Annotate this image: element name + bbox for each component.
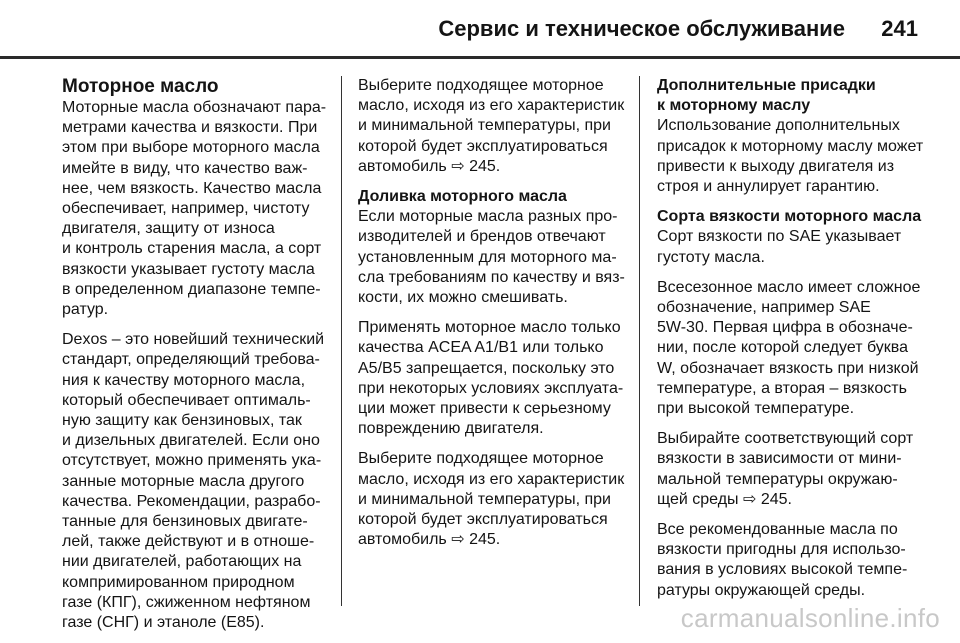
column-1 <box>62 76 332 643</box>
text-line: W, обозначает вязкость при низкой <box>657 359 919 377</box>
text-line: щей среды ⇨ 245. <box>657 490 792 508</box>
column-2 <box>358 76 628 560</box>
text-line: двигателя, защиту от износа <box>62 220 275 238</box>
text-line: масло, исходя из его характеристик <box>358 97 625 115</box>
text-line: привести к выходу двигателя из <box>657 157 895 175</box>
text-line: и минимальной температуры, при <box>358 117 611 135</box>
text-line: изводителей и брендов отвечают <box>358 228 606 246</box>
text-line: Выберите подходящее моторное <box>358 450 604 468</box>
text-line: нее, чем вязкость. Качество масла <box>62 179 322 197</box>
page-title: Сервис и техническое обслуживание <box>438 16 845 41</box>
text-line: автомобиль ⇨ 245. <box>358 157 501 175</box>
text-line: и минимальной температуры, при <box>358 490 611 508</box>
text-line: ратур. <box>62 301 109 319</box>
text-line: занные моторные масла другого <box>62 472 305 490</box>
text-line: обеспечивает, например, чистоту <box>62 200 310 218</box>
paragraph <box>657 520 927 601</box>
paragraph <box>657 278 927 419</box>
section-heading-motor-oil: Моторное масло <box>62 76 219 97</box>
column-divider-1 <box>341 76 342 606</box>
text-line: нии двигателей, работающих на <box>62 553 302 571</box>
text-line: к моторному маслу <box>657 97 811 115</box>
text-line: автомобиль ⇨ 245. <box>358 531 501 549</box>
text-line: установленным для моторного ма- <box>358 248 617 266</box>
paragraph <box>358 76 628 177</box>
text-line: Дополнительные присадки <box>657 77 876 94</box>
section-heading-topping-up: Доливка моторного масла <box>358 188 567 206</box>
text-line: танные для бензиновых двигате- <box>62 513 308 531</box>
text-line: обозначение, например SAE <box>657 299 871 317</box>
text-line: ную защиту как бензиновых, так <box>62 412 302 430</box>
text-line: вязкости пригодны для использо- <box>657 541 906 559</box>
paragraph <box>62 98 332 320</box>
paragraph <box>358 318 628 439</box>
text-line: которой будет эксплуатироваться <box>358 137 608 155</box>
text-line: газе (КПГ), сжиженном нефтяном <box>62 593 311 611</box>
watermark: carmanualsonline.info <box>680 603 940 633</box>
text-line: A5/B5 запрещается, поскольку это <box>358 359 615 377</box>
text-line: этом при выборе моторного масла <box>62 139 320 157</box>
text-line: ратуры окружающей среды. <box>657 581 866 599</box>
text-line: в определенном диапазоне темпе- <box>62 280 321 298</box>
text-line: 5W-30. Первая цифра в обозначе- <box>657 319 913 337</box>
column-divider-2 <box>639 76 640 606</box>
text-line: качества. Рекомендации, разрабо- <box>62 492 321 510</box>
header-divider <box>0 56 960 59</box>
text-line: Выбирайте соответствующий сорт <box>657 430 914 448</box>
paragraph <box>358 207 628 308</box>
text-line: стандарт, определяющий требова- <box>62 351 320 369</box>
text-line: присадок к моторному маслу может <box>657 137 924 155</box>
text-line: имейте в виду, что качество важ- <box>62 159 308 177</box>
text-line: мальной температуры окружаю- <box>657 470 898 488</box>
text-line: повреждению двигателя. <box>358 420 544 438</box>
page-header <box>0 0 960 56</box>
page-number: 241 <box>881 16 918 41</box>
text-line: нии, после которой следует буква <box>657 339 909 357</box>
section-heading-additives <box>657 76 927 116</box>
text-line: масло, исходя из его характеристик <box>358 470 625 488</box>
text-line: Использование дополнительных <box>657 117 900 135</box>
text-line: температуре, а вторая – вязкость <box>657 379 907 397</box>
text-line: компримированном природном <box>62 573 295 591</box>
text-line: Моторные масла обозначают пара- <box>62 99 327 116</box>
text-line: отсутствует, можно применять ука- <box>62 452 322 470</box>
text-line: при высокой температуре. <box>657 400 855 418</box>
text-line: вания в условиях высокой темпе- <box>657 561 908 579</box>
text-line: кости, их можно смешивать. <box>358 289 568 307</box>
text-line: вязкости указывает густоту масла <box>62 260 315 278</box>
text-line: Сорт вязкости по SAE указывает <box>657 228 902 246</box>
text-line: и контроль старения масла, а сорт <box>62 240 322 258</box>
text-line: газе (СНГ) и этаноле (E85). <box>62 614 265 632</box>
text-line: Выберите подходящее моторное <box>358 77 604 94</box>
paragraph <box>62 330 332 633</box>
column-3 <box>657 76 927 611</box>
paragraph <box>657 227 927 267</box>
text-line: вязкости в зависимости от мини- <box>657 450 902 468</box>
section-heading-viscosity: Сорта вязкости моторного масла <box>657 208 922 226</box>
text-line: метрами качества и вязкости. При <box>62 119 318 137</box>
text-line: ния к качеству моторного масла, <box>62 371 306 389</box>
text-line: Все рекомендованные масла по <box>657 521 898 539</box>
text-line: при некоторых условиях эксплуата- <box>358 379 624 397</box>
text-line: Всесезонное масло имеет сложное <box>657 278 921 296</box>
text-line: Dexos – это новейший технический <box>62 331 325 349</box>
paragraph <box>657 429 927 510</box>
text-line: Применять моторное масло только <box>358 319 621 337</box>
paragraph <box>657 116 927 197</box>
text-line: которой будет эксплуатироваться <box>358 511 608 529</box>
text-line: качества ACEA A1/B1 или только <box>358 339 604 357</box>
text-line: и дизельных двигателей. Если оно <box>62 432 320 450</box>
text-line: Если моторные масла разных про- <box>358 208 618 226</box>
text-line: который обеспечивает оптималь- <box>62 391 311 409</box>
text-line: густоту масла. <box>657 248 765 266</box>
paragraph <box>358 449 628 550</box>
text-line: ции может привести к серьезному <box>358 400 611 418</box>
text-line: сла требованиям по качеству и вяз- <box>358 268 625 286</box>
text-line: лей, также действуют и в отноше- <box>62 533 315 551</box>
text-line: строя и аннулирует гарантию. <box>657 178 880 196</box>
